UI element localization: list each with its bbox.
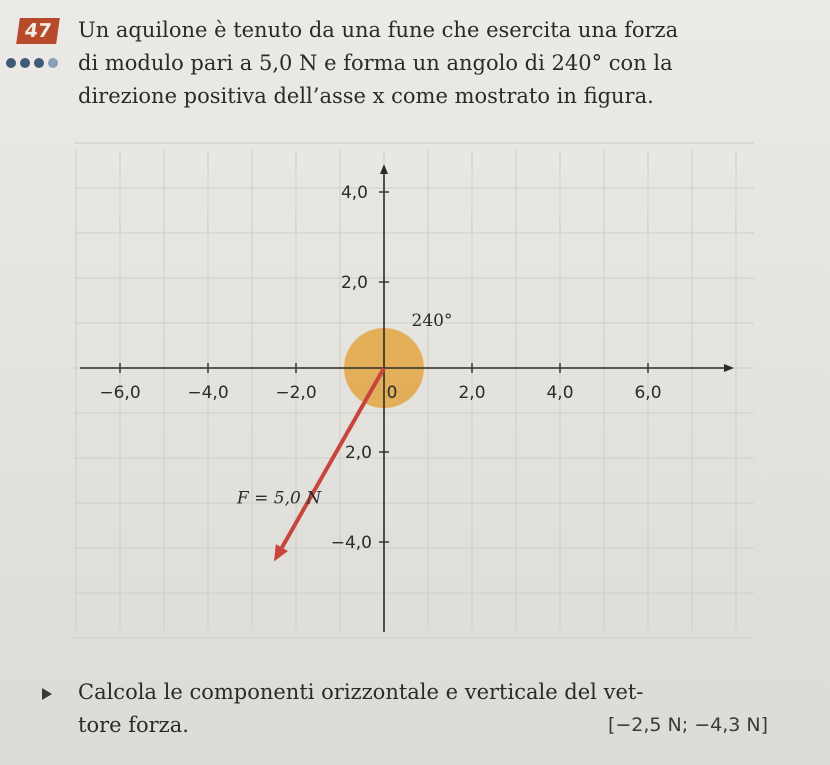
- difficulty-dot-icon: [34, 58, 44, 68]
- question-line-1: Calcola le componenti orizzontale e verticale del vet-: [78, 680, 644, 704]
- x-tick-label: 4,0: [546, 383, 574, 403]
- question: [78, 676, 798, 709]
- y-tick-label: 2,0: [340, 273, 368, 293]
- y-tick-label: −4,0: [330, 533, 372, 553]
- bullet-arrow-icon: [42, 688, 52, 700]
- y-axis-arrow-icon: [380, 164, 388, 174]
- x-tick-label: 6,0: [634, 383, 662, 403]
- difficulty-dot-icon: [6, 58, 16, 68]
- x-tick-label: −6,0: [99, 383, 141, 403]
- difficulty-dot-icon: [20, 58, 30, 68]
- x-tick-label: −2,0: [275, 383, 317, 403]
- problem-statement: [78, 14, 778, 113]
- problem-line-2: di modulo pari a 5,0 N e forma un angolo di 240° con la: [78, 51, 673, 75]
- x-tick-label: −4,0: [187, 383, 229, 403]
- force-label: F = 5,0 N: [236, 488, 322, 509]
- question-line-2: tore forza.: [78, 713, 189, 737]
- problem-line-3: direzione positiva dell’asse x come mostrato in figura.: [78, 84, 654, 108]
- answer: [−2,5 N; −4,3 N]: [607, 714, 768, 736]
- exercise-number-badge: 47: [16, 18, 60, 44]
- x-tick-label: 2,0: [458, 383, 486, 403]
- problem-line-1: Un aquilone è tenuto da una fune che esercita una forza: [78, 18, 679, 42]
- y-tick-label: 4,0: [340, 183, 368, 203]
- y-tick-label: 2,0: [344, 443, 372, 463]
- angle-label: 240°: [411, 311, 453, 331]
- difficulty-dots: [6, 58, 58, 68]
- x-axis-arrow-icon: [724, 364, 734, 372]
- question-row-2: [78, 709, 768, 742]
- difficulty-dot-empty-icon: [48, 58, 58, 68]
- force-vector-diagram: [74, 140, 754, 640]
- x-tick-label: 0: [386, 383, 398, 403]
